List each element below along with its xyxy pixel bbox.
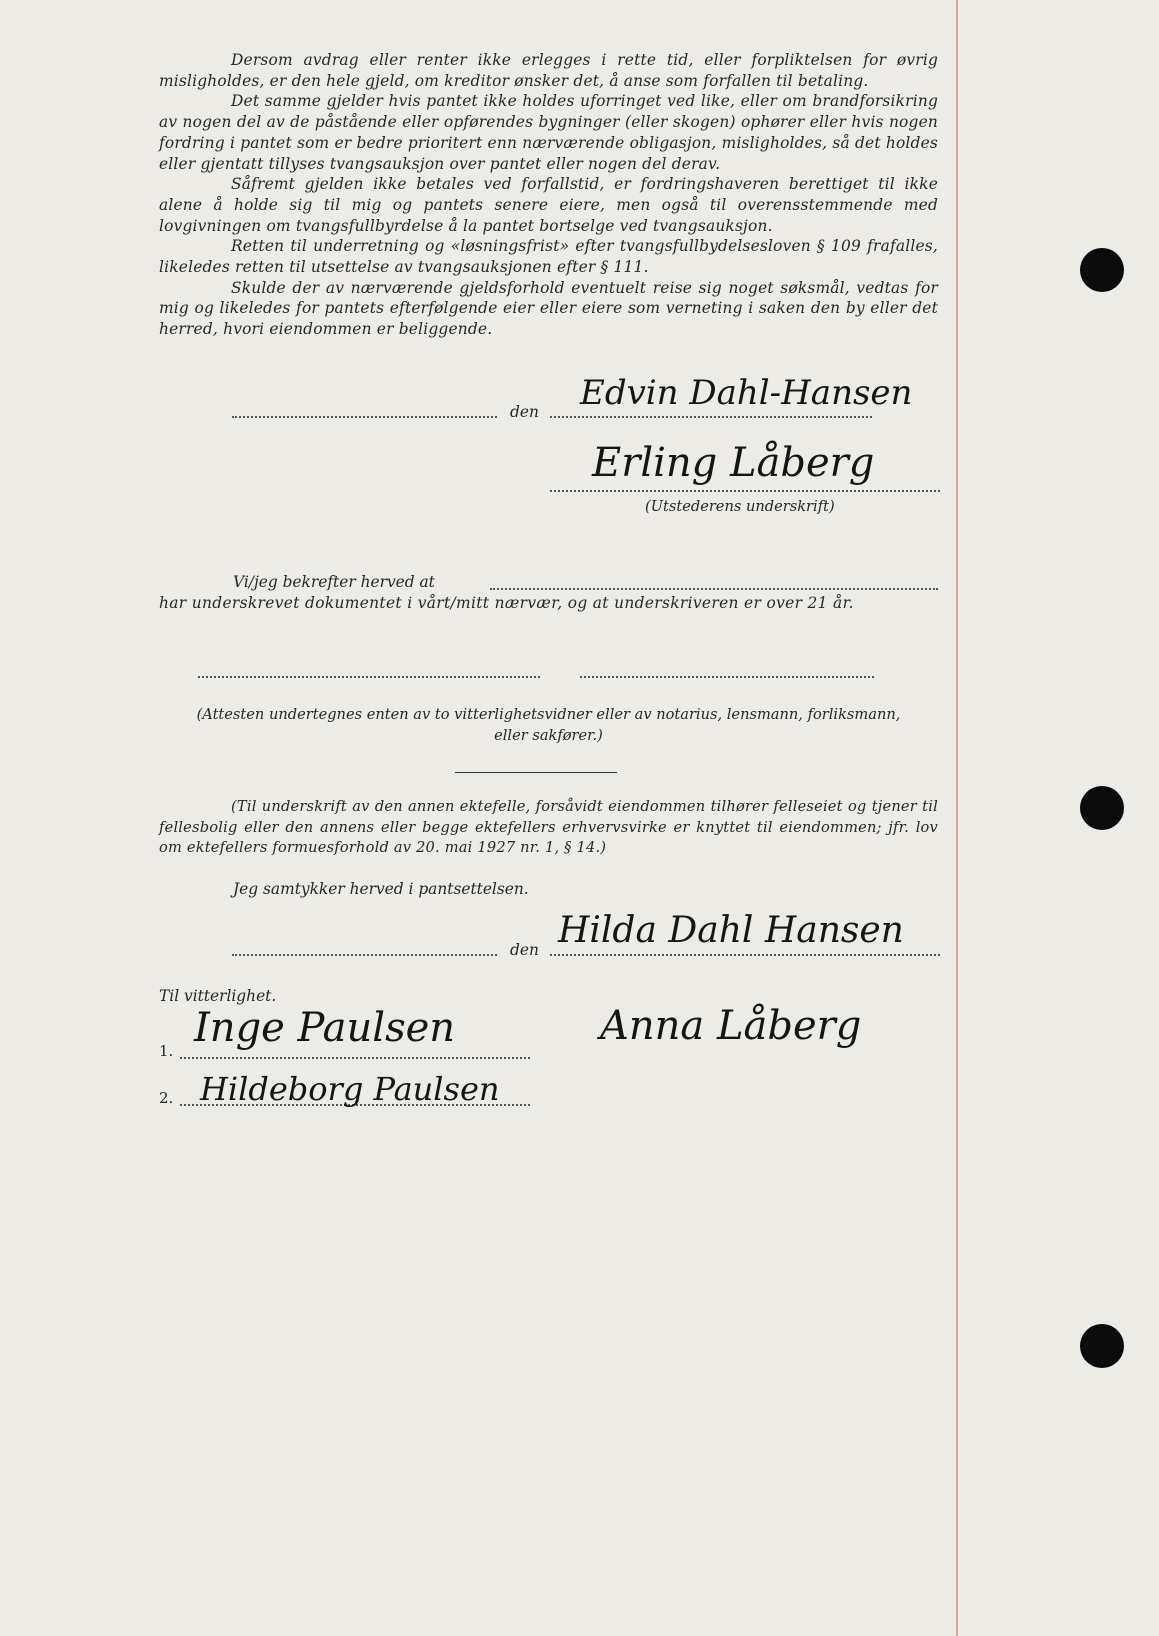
issuer-signature-line	[550, 490, 940, 492]
terms-text	[159, 50, 938, 340]
separator-rule	[455, 772, 617, 773]
signature-anna: Anna Låberg	[600, 1003, 862, 1049]
witness-line-right	[580, 676, 874, 678]
punch-hole-middle	[1080, 786, 1124, 830]
red-margin-line	[956, 0, 958, 1636]
paragraph-insurance: Det samme gjelder hvis pantet ikke holdes uforringet ved like, eller om brandforsikring av nogen del av de påstående eller opførendes bygninger (eller skogen) ophører eller hvis nogen fordring i pantet som er bedre prioritert enn nærværende obligasjon, misligholdes, så det holdes eller gjentatt tillyses tvangsauksjon over pantet eller nogen del derav.	[159, 92, 938, 173]
signature-erling: Erling Låberg	[592, 440, 875, 486]
issuer-caption: (Utstederens underskrift)	[645, 498, 835, 515]
confirmation-dotted-line	[490, 588, 938, 590]
signature-edvin: Edvin Dahl-Hansen	[580, 373, 913, 413]
signature-dotted-line	[550, 416, 872, 418]
attestation-note	[159, 704, 938, 746]
witness-heading: Til vitterlighet.	[159, 987, 277, 1005]
punch-hole-bottom	[1080, 1324, 1124, 1368]
witness-1-line	[180, 1057, 530, 1059]
spouse-note-block	[159, 797, 938, 859]
consent-text: Jeg samtykker herved i pantsettelsen.	[233, 880, 529, 898]
date-dotted-line	[232, 416, 497, 418]
attestation-note-line-2: eller sakfører.)	[494, 727, 603, 744]
confirmation-line-1: Vi/jeg bekrefter herved at	[233, 573, 435, 591]
consent-den-label: den	[510, 941, 539, 959]
signature-witness-2: Hildeborg Paulsen	[200, 1070, 500, 1108]
spouse-note: (Til underskrift av den annen ektefelle, forsåvidt eiendommen tilhører felleseiet og tjener til fellesbolig eller den annens eller begge ektefellers erhvervsvirke er knyttet til eiendommen; jfr. lov om ektefellers formuesforhold av 20. mai 1927 nr. 1, § 14.)	[159, 798, 938, 857]
consent-date-line	[232, 954, 497, 956]
witness-2-number: 2.	[159, 1089, 174, 1107]
paragraph-notice: Retten til underretning og «løsningsfrist» efter tvangsfullbydelsesloven § 109 frafalles, likeledes retten til utsettelse av tvangsauksjonen efter § 111.	[159, 237, 938, 277]
signature-hilda: Hilda Dahl Hansen	[558, 910, 904, 951]
witness-line-left	[198, 676, 540, 678]
signature-witness-1: Inge Paulsen	[194, 1005, 456, 1051]
punch-hole-top	[1080, 248, 1124, 292]
den-label: den	[510, 403, 539, 421]
paragraph-venue: Skulde der av nærværende gjeldsforhold eventuelt reise sig noget søksmål, vedtas for mig og likeledes for pantets efterfølgende eier eller eiere som verneting i saken den by eller det herred, hvori eiendommen er beliggende.	[159, 278, 938, 339]
confirmation-line-2: har underskrevet dokumentet i vårt/mitt nærvær, og at underskriveren er over 21 år.	[159, 594, 854, 612]
consent-signature-line	[550, 954, 940, 956]
witness-1-number: 1.	[159, 1042, 174, 1060]
paragraph-default: Dersom avdrag eller renter ikke erlegges i rette tid, eller forpliktelsen for øvrig misligholdes, er den hele gjeld, om kreditor ønsker det, å anse som forfallen til betaling.	[159, 51, 938, 90]
paragraph-enforcement: Såfremt gjelden ikke betales ved forfallstid, er fordringshaveren berettiget til ikke alene å holde sig til mig og pantets senere eiere, men også til overensstemmende med lovgivningen om tvangsfullbyrdelse å la pantet bortselge ved tvangsauksjon.	[159, 175, 938, 235]
attestation-note-line-1: (Attesten undertegnes enten av to vitterlighetsvidner eller av notarius, lensmann, forliksmann,	[196, 706, 901, 723]
